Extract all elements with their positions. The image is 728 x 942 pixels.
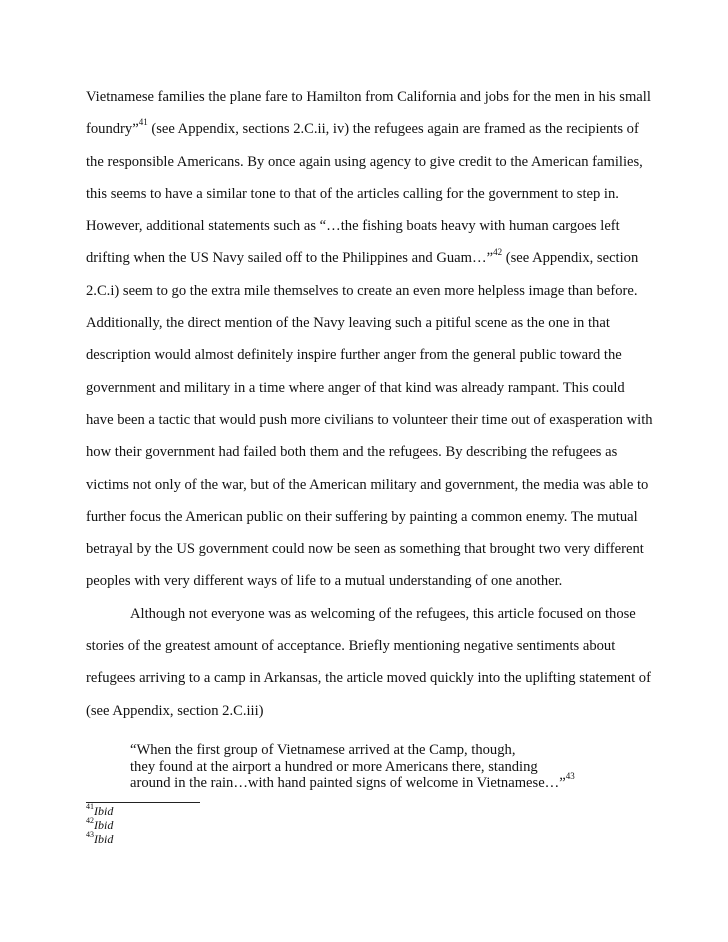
text-line-indented: Although not everyone was as welcoming of the refugees, this article focused on those [130, 605, 636, 622]
quote-line: they found at the airport a hundred or more Americans there, standing [130, 758, 538, 775]
footnote [86, 832, 113, 846]
text-line: further focus the American public on their suffering by painting a common enemy. The mutual [86, 508, 638, 525]
text-line: Additionally, the direct mention of the Navy leaving such a pitiful scene as the one in that [86, 315, 610, 332]
line-text: foundry” [86, 121, 139, 138]
block-quote [130, 742, 650, 792]
text-line: the responsible Americans. By once again using agency to give credit to the American families, [86, 153, 643, 170]
footnote-text: Ibid [94, 832, 114, 846]
line-text: (see Appendix, section [502, 250, 639, 267]
text-line: government and military in a time where anger of that kind was already rampant. This could [86, 379, 625, 396]
footnote-text: Ibid [94, 804, 114, 818]
footnote-ref: 42 [493, 246, 503, 257]
text-line: description would almost definitely inspire further anger from the general public toward the [86, 347, 622, 364]
footnote-number: 43 [86, 830, 94, 839]
quote-line-text: around in the rain…with hand painted signs of welcome in Vietnamese…” [130, 775, 566, 792]
text-line: stories of the greatest amount of acceptance. Briefly mentioning negative sentiments about [86, 638, 616, 655]
body-text [86, 81, 653, 727]
text-line: refugees arriving to a camp in Arkansas, the article moved quickly into the uplifting statement of [86, 670, 651, 687]
text-line [86, 113, 646, 145]
text-line: (see Appendix, section 2.C.iii) [86, 702, 264, 719]
footnotes [86, 804, 113, 846]
text-line: how their government had failed both them and the refugees. By describing the refugees as [86, 444, 618, 461]
text-line: Vietnamese families the plane fare to Hamilton from California and jobs for the men in his small [86, 89, 651, 105]
text-line: victims not only of the war, but of the American military and government, the media was able to [86, 476, 649, 493]
quote-line: “When the first group of Vietnamese arrived at the Camp, though, [130, 742, 516, 758]
footnote-ref: 43 [565, 771, 575, 782]
line-text: (see Appendix, sections 2.C.ii, iv) the refugees again are framed as the recipients of [147, 121, 639, 138]
footnote-separator [86, 802, 200, 803]
footnote-text: Ibid [94, 818, 114, 832]
text-line: 2.C.i) seem to go the extra mile themselves to create an even more helpless image than before. [86, 282, 638, 299]
text-line: peoples with very different ways of life to a mutual understanding of one another. [86, 573, 563, 590]
text-line: However, additional statements such as “…the fishing boats heavy with human cargoes left [86, 218, 620, 235]
text-line: this seems to have a similar tone to that of the articles calling for the government to step in. [86, 185, 619, 202]
footnote-ref: 41 [138, 117, 148, 128]
text-line: betrayal by the US government could now be seen as something that brought two very different [86, 541, 644, 558]
footnote-number: 42 [86, 816, 94, 825]
footnote-number: 41 [86, 802, 94, 811]
text-line: have been a tactic that would push more civilians to volunteer their time out of exasperation with [86, 411, 653, 428]
line-text: drifting when the US Navy sailed off to the Philippines and Guam…” [86, 250, 494, 267]
text-line [86, 242, 646, 274]
quote-line [130, 771, 650, 792]
